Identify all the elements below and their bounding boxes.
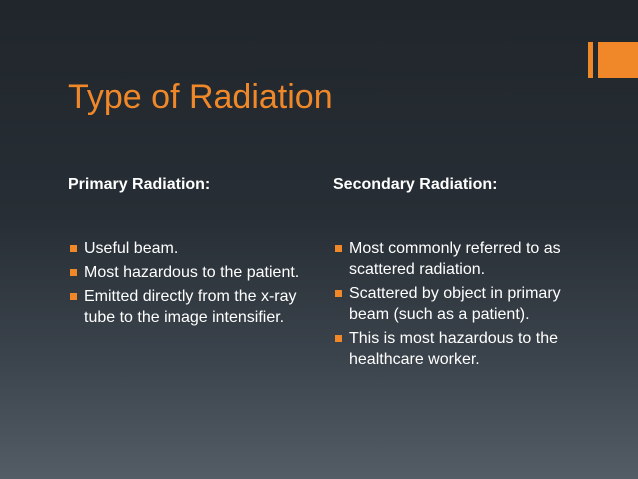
list-item bbox=[68, 286, 308, 328]
square-bullet-icon bbox=[70, 269, 77, 276]
list-item bbox=[333, 283, 578, 325]
slide-title: Type of Radiation bbox=[68, 78, 333, 116]
decorative-accent-bar-thick bbox=[598, 42, 638, 78]
list-item-text: Scattered by object in primary beam (such as a patient). bbox=[349, 285, 561, 323]
primary-radiation-heading: Primary Radiation: bbox=[68, 176, 211, 193]
list-item-text: Most hazardous to the patient. bbox=[84, 264, 300, 281]
secondary-radiation-column bbox=[333, 176, 578, 373]
square-bullet-icon bbox=[70, 293, 77, 300]
list-item bbox=[333, 238, 578, 280]
list-item bbox=[68, 238, 308, 259]
decorative-accent-bar-thin bbox=[588, 42, 593, 78]
list-item bbox=[333, 328, 578, 370]
list-item-text: Most commonly referred to as scattered radiation. bbox=[349, 240, 561, 278]
list-item-text: This is most hazardous to the healthcare worker. bbox=[349, 330, 558, 368]
square-bullet-icon bbox=[70, 245, 77, 252]
list-item bbox=[68, 262, 308, 283]
square-bullet-icon bbox=[335, 335, 342, 342]
secondary-radiation-heading: Secondary Radiation: bbox=[333, 176, 498, 193]
primary-radiation-column bbox=[68, 176, 308, 331]
square-bullet-icon bbox=[335, 290, 342, 297]
list-item-text: Useful beam. bbox=[84, 240, 179, 257]
list-item-text: Emitted directly from the x-ray tube to the image intensifier. bbox=[84, 288, 297, 326]
primary-radiation-list bbox=[68, 238, 308, 328]
secondary-radiation-list bbox=[333, 238, 578, 370]
square-bullet-icon bbox=[335, 245, 342, 252]
